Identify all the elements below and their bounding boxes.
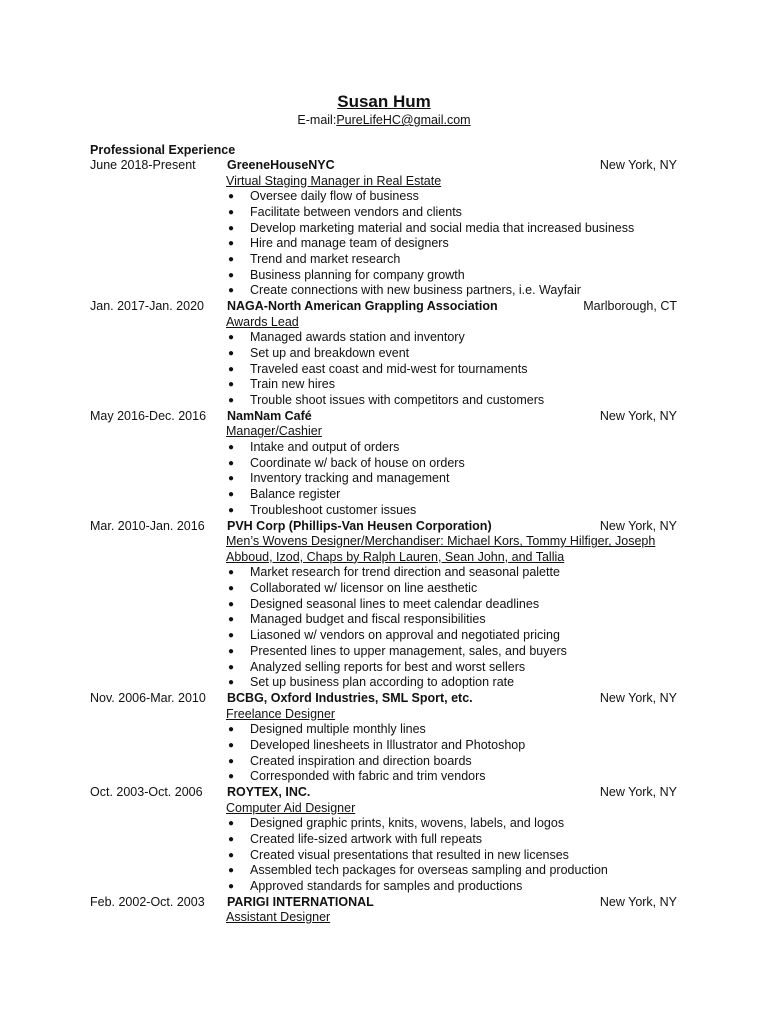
bullet-dot-icon: ● xyxy=(228,238,235,250)
bullet-text: Liasoned w/ vendors on approval and negotiated pricing xyxy=(250,628,560,643)
job-location: Marlborough, CT xyxy=(583,299,677,314)
job-entry xyxy=(90,895,690,926)
job-dates: Oct. 2003-Oct. 2006 xyxy=(90,784,203,799)
bullet-text: Business planning for company growth xyxy=(250,267,465,282)
bullet-dot-icon: ● xyxy=(228,206,235,218)
job-header xyxy=(90,691,690,707)
bullet-item xyxy=(226,612,690,628)
bullet-dot-icon: ● xyxy=(228,269,235,281)
bullet-item xyxy=(226,205,690,221)
bullet-text: Set up and breakdown event xyxy=(250,346,410,360)
bullet-item xyxy=(226,268,690,284)
bullet-item xyxy=(226,581,690,597)
bullet-text: Managed budget and fiscal responsibilities xyxy=(250,612,486,627)
bullet-dot-icon: ● xyxy=(228,880,235,892)
bullet-item xyxy=(226,644,690,660)
job-title: Assistant Designer xyxy=(226,910,331,925)
bullet-text: Train new hires xyxy=(250,377,335,392)
bullet-item xyxy=(226,330,690,346)
bullet-text: Inventory tracking and management xyxy=(250,471,450,486)
job-entry xyxy=(90,299,690,409)
bullet-dot-icon: ● xyxy=(228,332,235,344)
job-header xyxy=(90,299,690,315)
job-header xyxy=(90,785,690,801)
bullet-dot-icon: ● xyxy=(228,285,235,297)
bullet-text: Designed multiple monthly lines xyxy=(250,722,426,737)
bullet-dot-icon: ● xyxy=(228,489,235,501)
job-title: Computer Aid Designer xyxy=(226,800,356,815)
job-bullets xyxy=(226,565,690,691)
bullet-item xyxy=(226,221,690,237)
bullet-text: Designed graphic prints, knits, wovens, labels, and logos xyxy=(250,816,565,831)
bullet-text: Created life-sized artwork with full repeats xyxy=(250,831,483,846)
job-bullets xyxy=(226,816,690,895)
job-company: NAGA-North American Grappling Association xyxy=(227,299,498,314)
bullet-item xyxy=(226,503,690,519)
job-dates: Feb. 2002-Oct. 2003 xyxy=(90,894,205,909)
job-dates: June 2018-Present xyxy=(90,158,196,172)
job-entry xyxy=(90,158,690,299)
bullet-dot-icon: ● xyxy=(228,724,235,736)
bullet-text: Traveled east coast and mid-west for tournaments xyxy=(250,361,528,376)
bullet-text: Trouble shoot issues with competitors and customers xyxy=(250,393,545,408)
job-entry xyxy=(90,519,690,691)
bullet-text: Oversee daily flow of business xyxy=(250,189,419,204)
bullet-dot-icon: ● xyxy=(228,567,235,579)
bullet-text: Managed awards station and inventory xyxy=(250,330,465,345)
job-bullets xyxy=(226,189,690,299)
bullet-dot-icon: ● xyxy=(228,473,235,485)
section-title: Professional Experience xyxy=(90,143,236,157)
job-title: Manager/Cashier xyxy=(226,424,322,439)
job-title: Men’s Wovens Designer/Merchandiser: Michael Kors, Tommy Hilfiger, Joseph Abboud, Izod, Chaps by Ralph Lauren, Sean John, and Tallia xyxy=(226,534,656,564)
job-bullets xyxy=(226,440,690,519)
job-entry xyxy=(90,691,690,785)
bullet-text: Corresponded with fabric and trim vendors xyxy=(250,769,486,784)
job-company: PARIGI INTERNATIONAL xyxy=(227,894,374,909)
bullet-item xyxy=(226,236,690,252)
bullet-dot-icon: ● xyxy=(228,504,235,516)
bullet-dot-icon: ● xyxy=(228,191,235,203)
bullet-dot-icon: ● xyxy=(228,598,235,610)
job-location: New York, NY xyxy=(599,158,677,172)
bullet-text: Designed seasonal lines to meet calendar deadlines xyxy=(250,596,540,611)
job-header xyxy=(90,519,690,535)
bullet-item xyxy=(226,487,690,503)
bullet-item xyxy=(226,863,690,879)
email-link[interactable]: PureLifeHC@gmail.com xyxy=(336,113,471,127)
bullet-item xyxy=(226,456,690,472)
bullet-item xyxy=(226,283,690,299)
bullet-text: Assembled tech packages for overseas sampling and production xyxy=(250,863,608,878)
bullet-dot-icon: ● xyxy=(228,222,235,234)
bullet-dot-icon: ● xyxy=(228,849,235,861)
bullet-item xyxy=(226,393,690,409)
job-company: ROYTEX, INC. xyxy=(227,784,311,799)
bullet-dot-icon: ● xyxy=(228,614,235,626)
job-title: Virtual Staging Manager in Real Estate xyxy=(226,173,442,188)
bullet-dot-icon: ● xyxy=(228,395,235,407)
bullet-dot-icon: ● xyxy=(228,755,235,767)
bullet-text: Presented lines to upper management, sales, and buyers xyxy=(250,643,567,658)
email-label: E-mail: xyxy=(297,113,337,127)
job-location: New York, NY xyxy=(599,784,677,799)
bullet-item xyxy=(226,362,690,378)
contact-line xyxy=(0,113,768,128)
bullet-dot-icon: ● xyxy=(228,442,235,453)
bullet-text: Market research for trend direction and seasonal palette xyxy=(250,565,560,580)
job-entry xyxy=(90,785,690,895)
job-location: New York, NY xyxy=(599,408,677,423)
bullet-item xyxy=(226,628,690,644)
bullet-text: Intake and output of orders xyxy=(250,440,400,454)
bullet-dot-icon: ● xyxy=(228,645,235,657)
bullet-text: Collaborated w/ licensor on line aesthetic xyxy=(250,581,478,595)
bullet-item xyxy=(226,597,690,613)
bullet-item xyxy=(226,675,690,691)
bullet-dot-icon: ● xyxy=(228,363,235,375)
job-company: GreeneHouseNYC xyxy=(227,158,335,172)
bullet-item xyxy=(226,738,690,754)
job-title: Awards Lead xyxy=(226,314,299,329)
bullet-item xyxy=(226,377,690,393)
bullet-text: Facilitate between vendors and clients xyxy=(250,204,462,219)
candidate-name: Susan Hum xyxy=(337,92,431,111)
job-header xyxy=(90,409,690,425)
bullet-text: Hire and manage team of designers xyxy=(250,236,449,251)
bullet-item xyxy=(226,440,690,456)
job-bullets xyxy=(226,330,690,409)
bullet-dot-icon: ● xyxy=(228,457,235,469)
bullet-item xyxy=(226,722,690,738)
bullet-text: Analyzed selling reports for best and worst sellers xyxy=(250,659,526,674)
job-bullets xyxy=(226,722,690,785)
bullet-text: Developed linesheets in Illustrator and Photoshop xyxy=(250,737,526,752)
bullet-item xyxy=(226,848,690,864)
bullet-dot-icon: ● xyxy=(228,379,235,391)
job-company: BCBG, Oxford Industries, SML Sport, etc. xyxy=(227,690,473,705)
job-dates: Nov. 2006-Mar. 2010 xyxy=(90,690,206,705)
bullet-item xyxy=(226,879,690,895)
bullet-item xyxy=(226,832,690,848)
bullet-dot-icon: ● xyxy=(228,661,235,673)
bullet-text: Created visual presentations that resulted in new licenses xyxy=(250,847,569,862)
bullet-text: Created inspiration and direction boards xyxy=(250,753,472,768)
bullet-item xyxy=(226,565,690,581)
job-dates: May 2016-Dec. 2016 xyxy=(90,408,207,423)
bullet-text: Set up business plan according to adoption rate xyxy=(250,675,515,690)
bullet-text: Troubleshoot customer issues xyxy=(250,502,417,517)
job-company: NamNam Café xyxy=(227,408,312,423)
bullet-item xyxy=(226,189,690,205)
job-dates: Jan. 2017-Jan. 2020 xyxy=(90,299,204,314)
bullet-text: Coordinate w/ back of house on orders xyxy=(250,455,465,470)
bullet-item xyxy=(226,754,690,770)
bullet-item xyxy=(226,346,690,362)
experience-list xyxy=(90,158,690,926)
job-company: PVH Corp (Phillips-Van Heusen Corporation) xyxy=(227,518,492,533)
bullet-text: Create connections with new business partners, i.e. Wayfair xyxy=(250,283,581,298)
bullet-item xyxy=(226,660,690,676)
bullet-dot-icon: ● xyxy=(228,677,235,689)
job-entry xyxy=(90,409,690,519)
bullet-dot-icon: ● xyxy=(228,348,235,359)
bullet-dot-icon: ● xyxy=(228,833,235,845)
bullet-dot-icon: ● xyxy=(228,254,235,265)
job-title: Freelance Designer xyxy=(226,706,336,721)
job-location: New York, NY xyxy=(599,518,677,533)
bullet-item xyxy=(226,471,690,487)
bullet-text: Approved standards for samples and productions xyxy=(250,878,523,893)
bullet-dot-icon: ● xyxy=(228,771,235,783)
job-dates: Mar. 2010-Jan. 2016 xyxy=(90,518,205,533)
job-location: New York, NY xyxy=(599,690,677,705)
bullet-dot-icon: ● xyxy=(228,865,235,877)
bullet-item xyxy=(226,769,690,785)
bullet-item xyxy=(226,252,690,268)
job-header xyxy=(90,158,690,174)
job-location: New York, NY xyxy=(599,894,677,909)
bullet-dot-icon: ● xyxy=(228,583,235,594)
bullet-text: Trend and market research xyxy=(250,252,401,266)
bullet-item xyxy=(226,816,690,832)
bullet-text: Develop marketing material and social media that increased business xyxy=(250,220,635,235)
bullet-dot-icon: ● xyxy=(228,818,235,830)
bullet-dot-icon: ● xyxy=(228,739,235,751)
bullet-text: Balance register xyxy=(250,487,341,502)
bullet-dot-icon: ● xyxy=(228,630,235,642)
job-header xyxy=(90,895,690,911)
